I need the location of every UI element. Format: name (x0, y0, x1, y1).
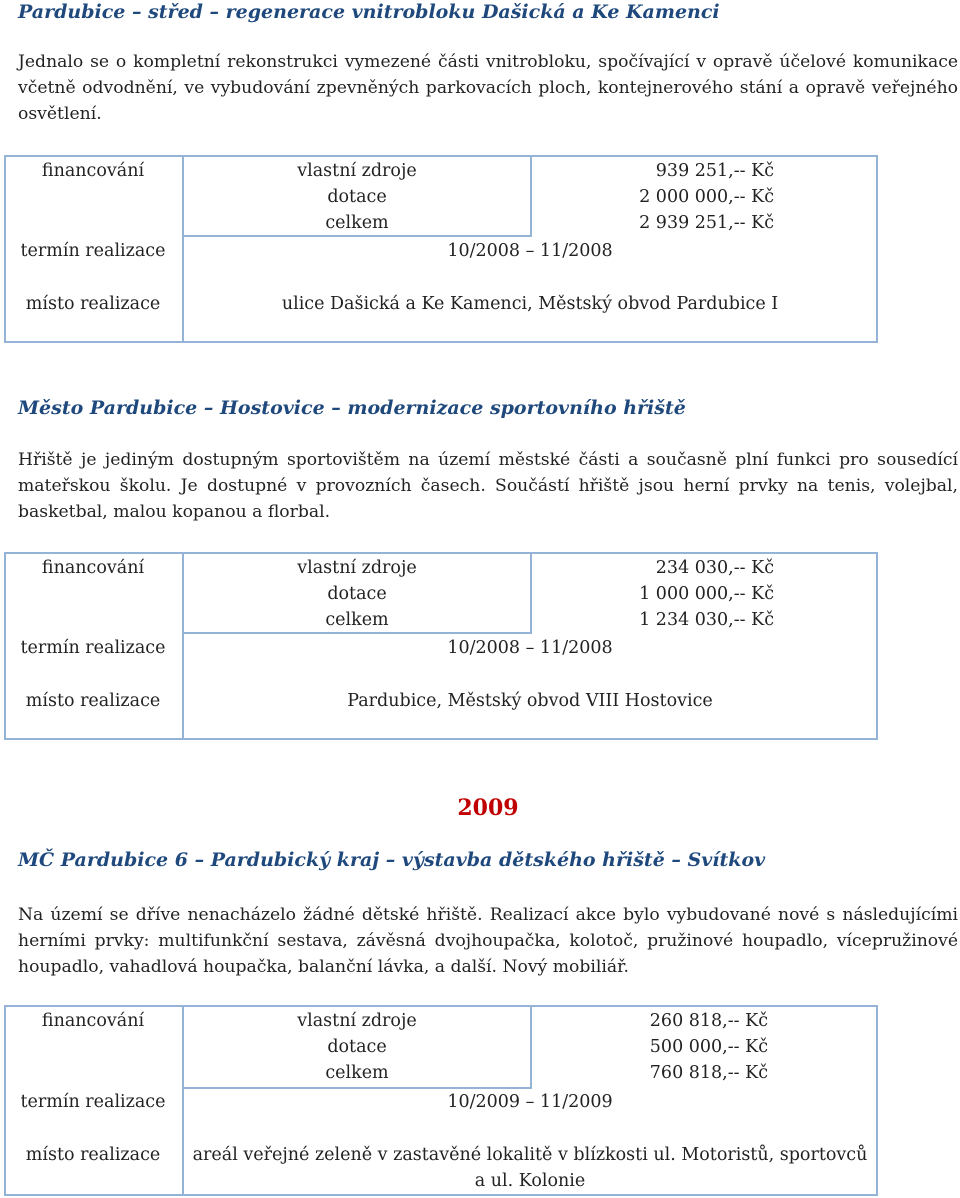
term-label: termín realizace (20, 241, 166, 261)
section-title: MČ Pardubice 6 – Pardubický kraj – výstavba dětského hřiště – Svítkov (18, 849, 766, 871)
funding-amount: 234 030,-- Kč (655, 558, 774, 578)
section-description: Hřiště je jediným dostupným sportovištěm na území městské části a současně plní funkci pro sousedící mateřskou školu. Je dostupné v provozních časech. Součástí hřiště jsou herní prvky na tenis, volejbal, basketbal, malou kopanou a florbal. (18, 450, 958, 522)
financing-label: financování (41, 161, 145, 181)
term-value: 10/2008 – 11/2008 (447, 638, 613, 658)
section-title: Pardubice – střed – regenerace vnitrobloku Dašická a Ke Kamenci (18, 1, 720, 23)
funding-amount: 2 939 251,-- Kč (639, 213, 774, 233)
funding-amount: 1 000 000,-- Kč (639, 584, 774, 604)
financing-table (4, 552, 878, 740)
place-value: Pardubice, Městský obvod VIII Hostovice (347, 691, 713, 711)
financing-table (4, 1005, 878, 1196)
funding-item-name: celkem (325, 213, 389, 233)
place-value-line: a ul. Kolonie (474, 1171, 586, 1191)
place-label: místo realizace (25, 1145, 161, 1165)
funding-item-name: vlastní zdroje (297, 558, 417, 578)
section-description: Jednalo se o kompletní rekonstrukci vymezené části vnitrobloku, spočívající v opravě účelové komunikace včetně odvodnění, ve vybudování zpevněných parkovacích ploch, kontejnerového stání a opravě veřejného osvětlení. (18, 52, 958, 124)
funding-item-name: celkem (325, 610, 389, 630)
year-heading: 2009 (457, 795, 519, 821)
funding-item-name: dotace (327, 584, 387, 604)
place-value: ulice Dašická a Ke Kamenci, Městský obvod Pardubice I (281, 294, 779, 314)
funding-item-name: dotace (327, 1037, 387, 1057)
financing-label: financování (41, 558, 145, 578)
funding-amount: 939 251,-- Kč (655, 161, 774, 181)
term-label: termín realizace (20, 638, 166, 658)
funding-amount: 2 000 000,-- Kč (639, 187, 774, 207)
section-title: Město Pardubice – Hostovice – modernizace sportovního hřiště (18, 397, 686, 419)
place-label: místo realizace (25, 294, 161, 314)
term-label: termín realizace (20, 1092, 166, 1112)
place-label: místo realizace (25, 691, 161, 711)
funding-amount: 500 000,-- Kč (649, 1037, 768, 1057)
funding-item-name: celkem (325, 1063, 389, 1083)
funding-amount: 1 234 030,-- Kč (639, 610, 774, 630)
funding-item-name: vlastní zdroje (297, 1011, 417, 1031)
funding-amount: 260 818,-- Kč (649, 1011, 768, 1031)
place-value-line: areál veřejné zeleně v zastavěné lokalitě v blízkosti ul. Motoristů, sportovců (192, 1145, 868, 1165)
funding-amount: 760 818,-- Kč (649, 1063, 768, 1083)
term-value: 10/2008 – 11/2008 (447, 241, 613, 261)
financing-label: financování (41, 1011, 145, 1031)
section-description: Na území se dříve nenacházelo žádné dětské hřiště. Realizací akce bylo vybudované nové s následujícími herními prvky: multifunkční sestava, závěsná dvojhoupačka, kolotoč, pružinové houpadlo, vícepružinové houpadlo, vahadlová houpačka, balanční lávka, a další. Nový mobiliář. (18, 905, 958, 977)
funding-item-name: vlastní zdroje (297, 161, 417, 181)
term-value: 10/2009 – 11/2009 (447, 1092, 613, 1112)
funding-item-name: dotace (327, 187, 387, 207)
financing-table (4, 155, 878, 343)
